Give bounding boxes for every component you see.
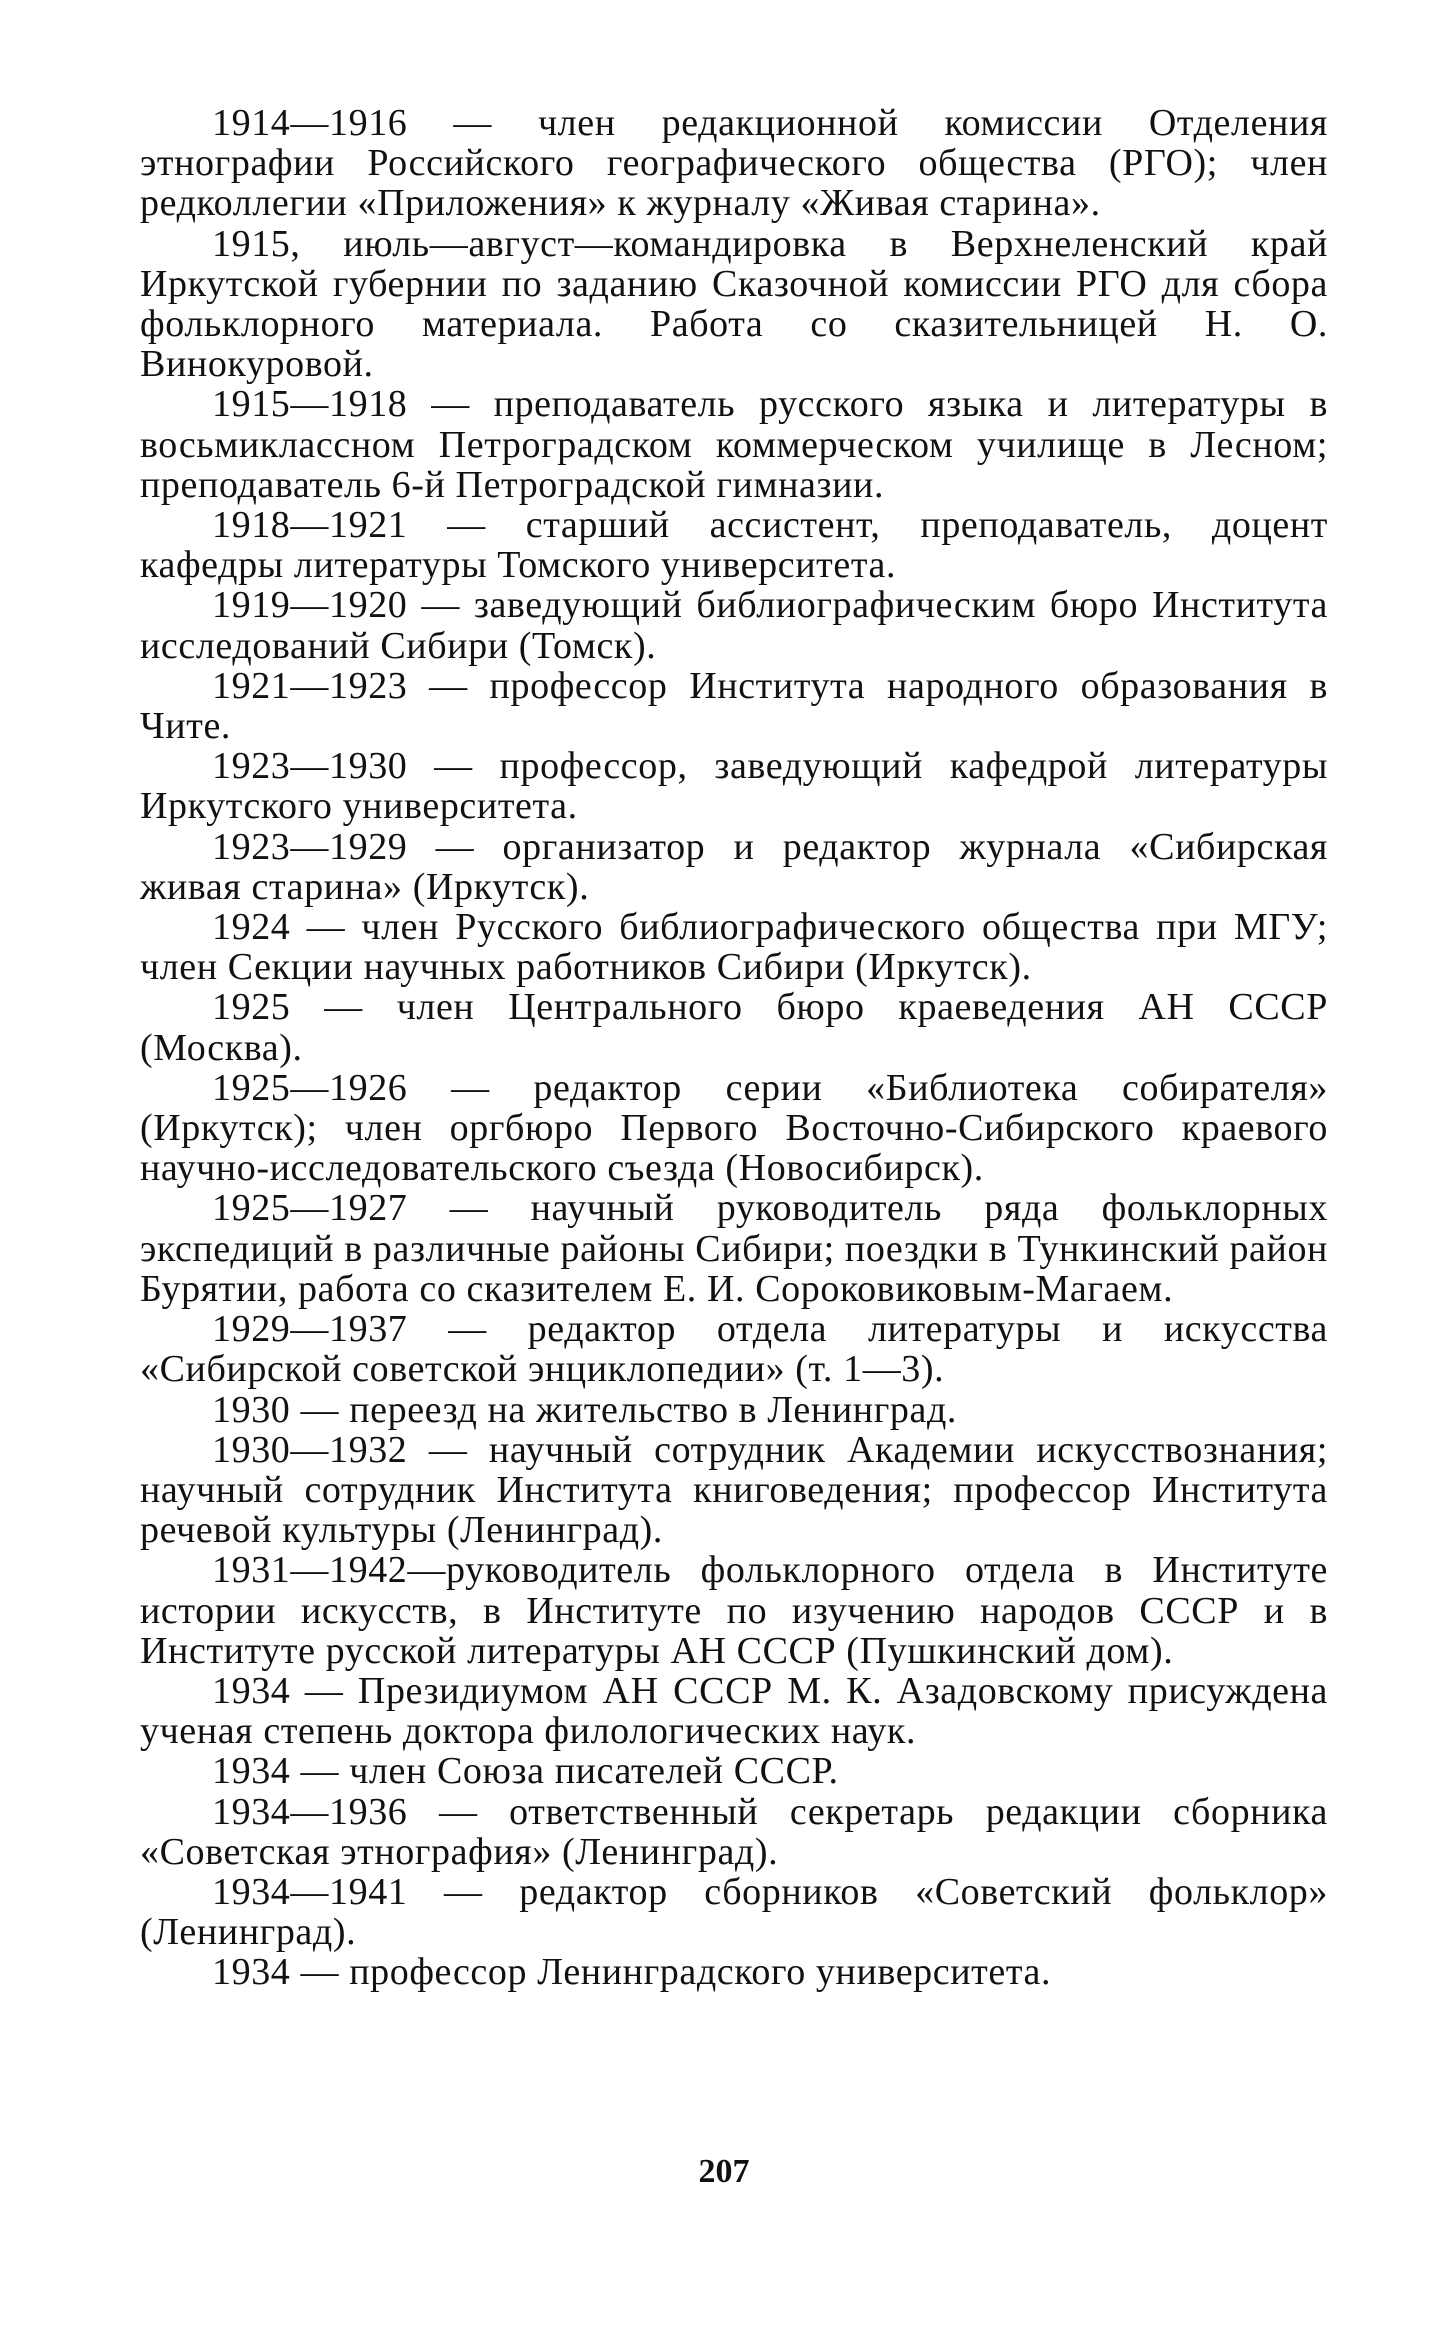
chronology-entry: 1930—1932 — научный сотрудник Академии искусствознания; научный сотрудник Института книговедения; профессор Института речевой культуры (Ленинград).	[140, 1428, 1328, 1552]
chronology-entry: 1925—1927 — научный руководитель ряда фольклорных экспедиций в различные районы Сибири; поездки в Тункинский район Бурятии, работа со сказителем Е. И. Сороковиковым-Магаем.	[140, 1187, 1328, 1310]
chronology-entry: 1934 — профессор Ленинградского университета.	[212, 1951, 1052, 1994]
chronology-entry: 1924 — член Русского библиографического общества при МГУ; член Секции научных работников Сибири (Иркутск).	[140, 906, 1328, 989]
chronology-entry: 1934 — член Союза писателей СССР.	[212, 1750, 839, 1793]
chronology-entry: 1915—1918 — преподаватель русского языка и литературы в восьмиклассном Петроградском коммерческом училище в Лесном; преподаватель 6-й Петроградской гимназии.	[140, 383, 1328, 506]
chronology-entry: 1934 — Президиумом АН СССР М. К. Азадовскому присуждена ученая степень доктора филологических наук.	[140, 1669, 1328, 1753]
chronology-entry: 1914—1916 — член редакционной комиссии Отделения этнографии Российского географического общества (РГО); член редколлегии «Приложения» к журналу «Живая старина».	[140, 102, 1328, 225]
chronology-entry: 1915, июль—август—командировка в Верхнеленский край Иркутской губернии по заданию Сказочной комиссии РГО для сбора фольклорного материала. Работа со сказительницей Н. О. Винокуровой.	[140, 222, 1328, 386]
chronology-entry: 1934—1941 — редактор сборников «Советский фольклор» (Ленинград).	[140, 1870, 1328, 1954]
chronology-text	[140, 103, 1328, 1993]
chronology-entry: 1930 — переезд на жительство в Ленинград.	[212, 1388, 957, 1431]
chronology-entry: 1923—1929 — организатор и редактор журнала «Сибирская живая старина» (Иркутск).	[140, 825, 1328, 908]
chronology-entry: 1929—1937 — редактор отдела литературы и искусства «Сибирской советской энциклопедии» (т. 1—3).	[140, 1308, 1328, 1391]
chronology-entry: 1925 — член Центрального бюро краеведения АН СССР (Москва).	[140, 986, 1328, 1069]
chronology-entry: 1921—1923 — профессор Института народного образования в Чите.	[140, 664, 1328, 748]
chronology-entry: 1934—1936 — ответственный секретарь редакции сборника «Советская этнография» (Ленинград).	[140, 1790, 1328, 1873]
chronology-entry: 1918—1921 — старший ассистент, преподаватель, доцент кафедры литературы Томского университета.	[140, 504, 1328, 587]
chronology-entry: 1925—1926 — редактор серии «Библиотека собирателя» (Иркутск); член оргбюро Первого Восточно-Сибирского краевого научно-исследовательского съезда (Новосибирск).	[140, 1066, 1328, 1190]
chronology-entry: 1919—1920 — заведующий библиографическим бюро Института исследований Сибири (Томск).	[140, 584, 1328, 667]
page-number: 207	[698, 2153, 750, 2190]
chronology-entry: 1931—1942—руководитель фольклорного отдела в Институте истории искусств, в Институте по изучению народов СССР и в Институте русской литературы АН СССР (Пушкинский дом).	[140, 1549, 1328, 1672]
chronology-entry: 1923—1930 — профессор, заведующий кафедрой литературы Иркутского университета.	[140, 745, 1328, 828]
